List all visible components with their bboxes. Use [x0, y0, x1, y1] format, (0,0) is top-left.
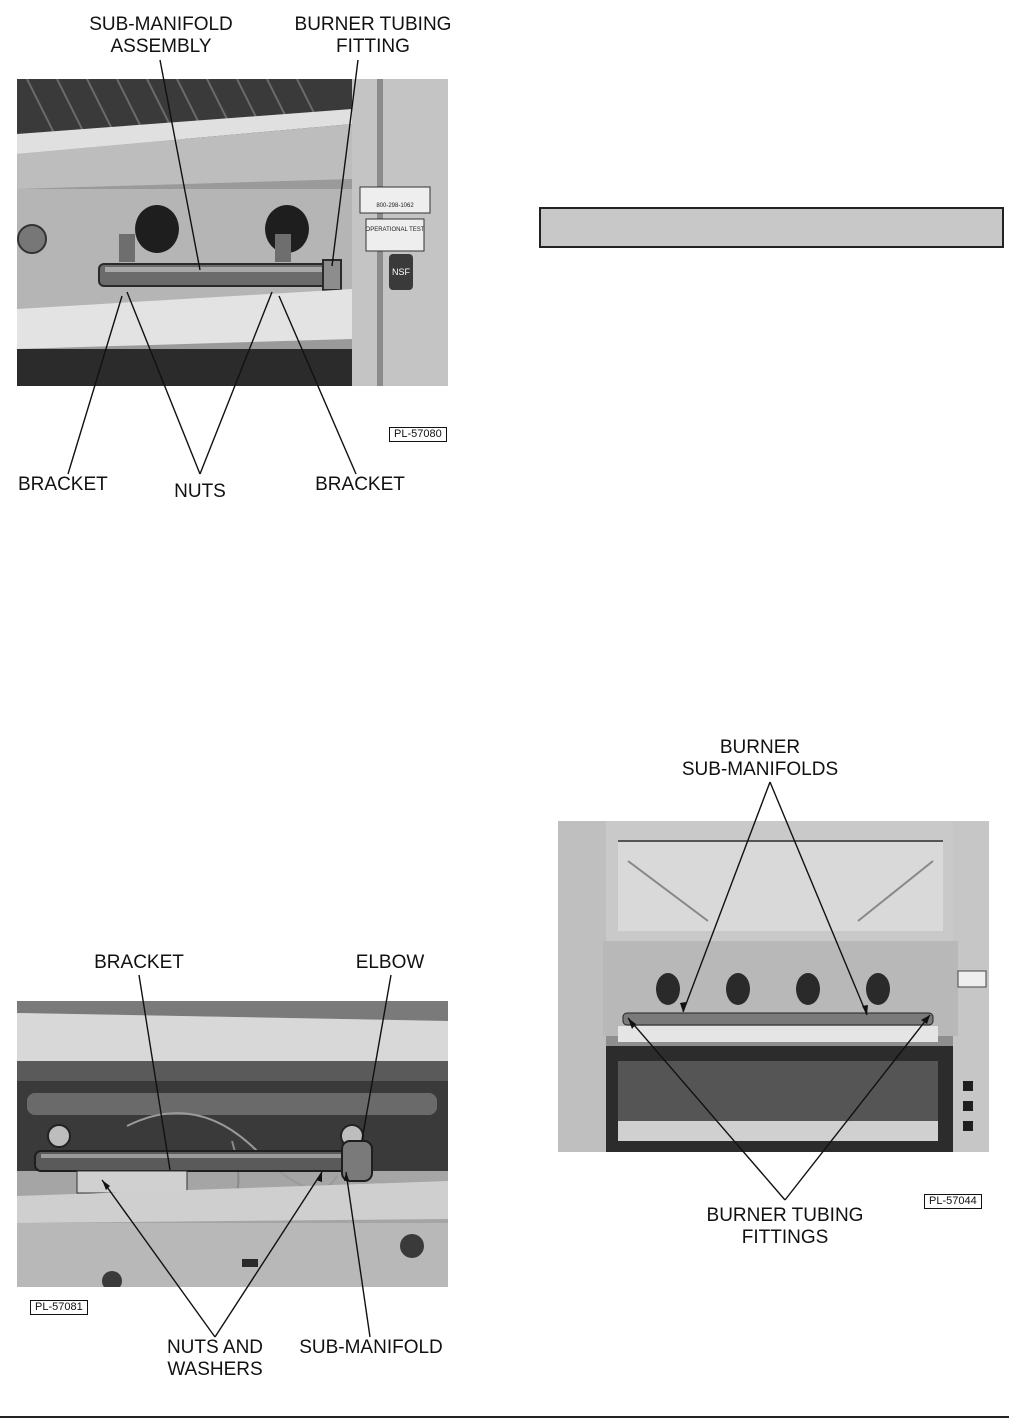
- label-nuts-and-washers: NUTS AND WASHERS: [166, 1337, 264, 1380]
- photo-sub-manifold-bracket: [17, 1001, 448, 1287]
- label-burner-tubing-fitting: BURNER TUBING FITTING: [294, 14, 452, 57]
- label-burner-sub-manifolds: BURNER SUB-MANIFOLDS: [681, 737, 839, 780]
- photo-code-pl-57044: PL-57044: [924, 1194, 982, 1209]
- label-nuts: NUTS: [174, 481, 226, 502]
- gray-header-bar: [539, 207, 1004, 248]
- label-bracket-right: BRACKET: [315, 474, 405, 495]
- label-elbow: ELBOW: [355, 952, 425, 973]
- phone-decal-text: 800-298-1062: [376, 203, 414, 209]
- photo-burner-sub-manifolds: [558, 821, 989, 1152]
- label-sub-manifold: SUB-MANIFOLD: [299, 1337, 443, 1358]
- footer-rule: [0, 1416, 1009, 1418]
- nsf-decal-text: NSF: [392, 267, 410, 277]
- test-decal-text: OPERATIONAL TEST: [365, 227, 425, 233]
- photo-code-pl-57080: PL-57080: [389, 427, 447, 442]
- label-burner-tubing-fittings: BURNER TUBING FITTINGS: [706, 1205, 864, 1248]
- photo-sub-manifold-assembly: [17, 79, 448, 386]
- label-sub-manifold-assembly: SUB-MANIFOLD ASSEMBLY: [89, 14, 233, 57]
- label-bracket-left: BRACKET: [18, 474, 108, 495]
- photo-code-pl-57081: PL-57081: [30, 1300, 88, 1315]
- label-bracket: BRACKET: [94, 952, 184, 973]
